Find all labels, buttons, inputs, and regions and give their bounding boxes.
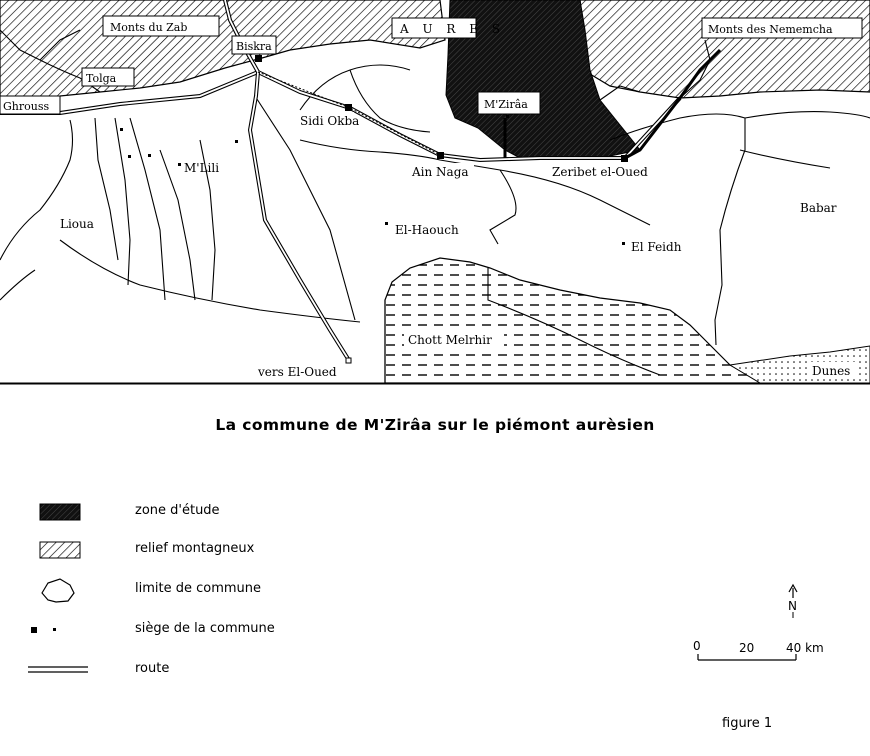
label-dunes: Dunes [812,364,851,378]
legend-item-siege [0,618,420,642]
label-chott: Chott Melrhir [408,333,492,347]
figure-number: figure 1 [722,716,773,731]
label-monts-zab: Monts du Zab [110,21,188,34]
legend-label-relief: relief montagneux [135,541,255,556]
chott-area [385,258,790,383]
zone-etude-swatch [26,500,96,524]
scale-bar [680,580,850,670]
scale-label-20: 20 [739,641,755,655]
legend-item-limite [0,578,420,602]
legend-item-zone-etude [0,500,420,524]
label-zeribet: Zeribet el-Oued [552,165,648,179]
north-label: N [788,599,797,613]
label-ghrouss: Ghrouss [3,100,50,113]
siege-swatch [26,618,96,642]
legend-label-zone-etude: zone d'étude [135,503,220,518]
label-el-haouch: El-Haouch [395,223,459,237]
label-mziraa-map: M'Zirâa [484,98,528,111]
label-monts-nemencha: Monts des Nememcha [708,23,833,36]
relief-swatch [26,538,96,562]
siege-zeribet [621,155,628,162]
scale-label-40: 40 km [786,641,824,655]
north-arrow-icon [788,585,797,618]
legend-item-relief [0,538,420,562]
relief-nememcha [580,0,870,98]
label-lioua: Lioua [60,217,94,231]
siege-biskra [255,55,262,62]
label-aures: A U R E S [400,22,506,36]
siege-sidi-okba [345,104,352,111]
siege-ain-naga [437,152,444,159]
label-vers-el-oued: vers El-Oued [258,365,337,379]
label-el-feidh: El Feidh [631,240,682,254]
label-mlili: M'Lili [184,161,220,175]
commune-boundary-swatch [26,575,96,605]
legend-label-siege: siège de la commune [135,621,275,636]
label-biskra: Biskra [236,40,272,53]
label-babar: Babar [800,201,837,215]
figure-title: La commune de M'Zirâa sur le piémont aurèsien [215,416,655,434]
legend-item-route [0,658,420,682]
label-ain-naga: Ain Naga [412,165,469,179]
route-swatch [26,658,96,682]
scale-label-0: 0 [693,639,701,653]
legend-label-limite: limite de commune [135,581,262,596]
label-tolga: Tolga [86,72,117,85]
legend-label-route: route [135,661,170,676]
label-sidi-okba: Sidi Okba [300,114,360,128]
